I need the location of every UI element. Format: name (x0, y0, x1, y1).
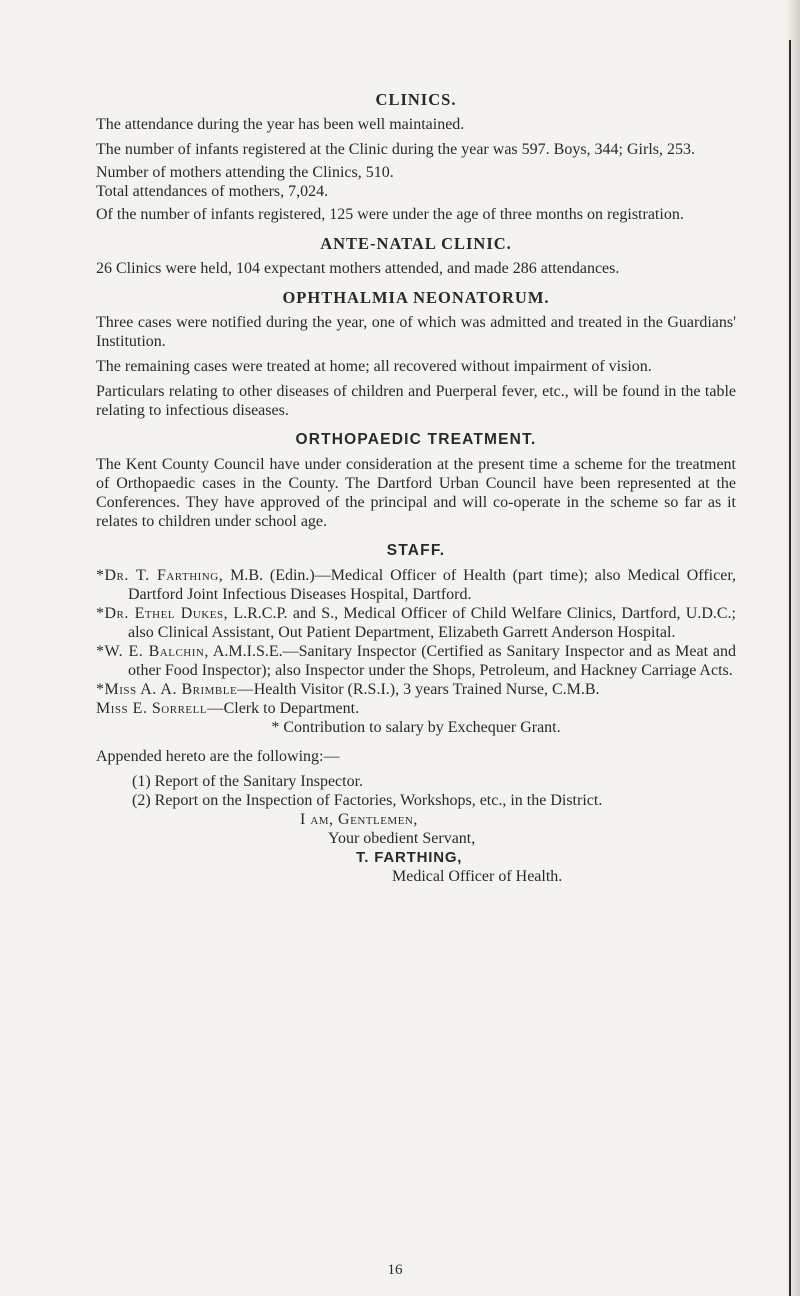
clinics-heading: CLINICS. (375, 90, 457, 109)
clinics-paragraph: The number of infants registered at the Clinic during the year was 597. Boys, 344; Girls, 253. (96, 141, 695, 158)
item-number: (2) (132, 792, 151, 809)
item-number: (1) (132, 773, 151, 790)
staff-details: M.B. (Edin.)—Medical Officer of Health (part time); also Medical Officer, Dartford Joint Infectious Diseases Hospital, Dartford. (128, 567, 737, 603)
clinics-paragraph: Of the number of infants registered, 125 were under the age of three months on registration. (96, 206, 684, 223)
item-text: Report on the Inspection of Factories, Workshops, etc., in the District. (154, 792, 603, 809)
staff-name: *W. E. Balchin, (96, 643, 209, 660)
page-content (96, 90, 736, 886)
staff-entry (96, 566, 736, 604)
item-text: Report of the Sanitary Inspector. (154, 773, 364, 790)
ophthalmia-paragraph: Particulars relating to other diseases of children and Puerperal fever, etc., will be found in the table relating to infectious diseases. (96, 383, 736, 419)
staff-entry (96, 604, 736, 642)
closing-salutation: I am, Gentlemen, (300, 811, 418, 828)
closing-signature (96, 848, 736, 867)
staff-entry (96, 699, 736, 718)
ophthalmia-paragraph: Three cases were notified during the year, one of which was admitted and treated in the Guardians' Institution. (96, 314, 736, 350)
staff-entry (96, 680, 736, 699)
staff-entry (96, 642, 736, 680)
ophthalmia-heading: OPHTHALMIA NEONATORUM. (282, 288, 550, 307)
page-edge-line (789, 40, 791, 1296)
closing-line: Your obedient Servant, (328, 830, 476, 847)
appended-intro: Appended hereto are the following:— (96, 748, 340, 765)
staff-details: A.M.I.S.E.—Sanitary Inspector (Certified as Sanitary Inspector and as Meat and other Food Inspector); also Inspector under the Shops, Petroleum, and Hackney Carriage Acts. (128, 643, 736, 679)
clinics-paragraph: Number of mothers attending the Clinics, 510. (96, 164, 394, 181)
staff-list (96, 566, 736, 737)
orthopaedic-heading: ORTHOPAEDIC TREATMENT. (295, 431, 537, 448)
staff-details: Health Visitor (R.S.I.), 3 years Trained Nurse, C.M.B. (253, 681, 600, 698)
closing-title: Medical Officer of Health. (392, 868, 563, 885)
staff-name: *Dr. T. Farthing, (96, 567, 224, 584)
staff-heading: STAFF. (386, 542, 446, 559)
staff-footnote: * Contribution to salary by Exchequer Grant. (271, 719, 561, 736)
clinics-paragraph: The attendance during the year has been well maintained. (96, 116, 465, 133)
signature-name: T. FARTHING, (356, 849, 463, 866)
antenatal-heading: ANTE-NATAL CLINIC. (320, 234, 512, 253)
staff-name: *Dr. Ethel Dukes, (96, 605, 229, 622)
appended-list (96, 772, 736, 810)
staff-name: *Miss A. A. Brimble— (96, 681, 254, 698)
orthopaedic-paragraph: The Kent County Council have under consideration at the present time a scheme for the treatment of Orthopaedic cases in the County. The Dartford Urban Council have been represented at the Conferences. They have approved of the principal and will co-operate in the scheme so far as it relates to children under school age. (96, 456, 736, 530)
staff-details: L.R.C.P. and S., Medical Officer of Child Welfare Clinics, Dartford, U.D.C.; also Clinical Assistant, Out Patient Department, Elizabeth Garrett Anderson Hospital. (128, 605, 737, 641)
ophthalmia-paragraph: The remaining cases were treated at home; all recovered without impairment of vision. (96, 358, 652, 375)
appended-item (96, 772, 736, 791)
antenatal-paragraph: 26 Clinics were held, 104 expectant mothers attended, and made 286 attendances. (96, 260, 620, 277)
page-number: 16 (387, 1262, 403, 1278)
staff-details: Clerk to Department. (223, 700, 360, 717)
clinics-paragraph: Total attendances of mothers, 7,024. (96, 183, 329, 200)
staff-name: Miss E. Sorrell— (96, 700, 224, 717)
closing-line (96, 810, 736, 829)
appended-item (96, 791, 736, 810)
